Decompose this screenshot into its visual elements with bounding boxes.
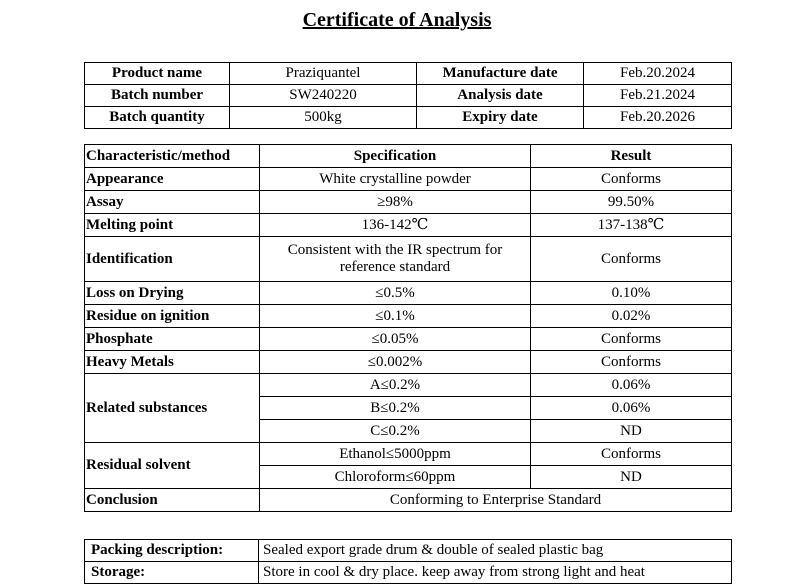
melting-point-label: Melting point xyxy=(85,214,260,237)
conclusion-value: Conforming to Enterprise Standard xyxy=(260,489,732,512)
identification-spec: Consistent with the IR spectrum for reference standard xyxy=(260,237,531,282)
packing-description-label: Packing description: xyxy=(85,540,259,562)
table-row xyxy=(85,562,732,584)
table-row xyxy=(85,540,732,562)
related-substance-b-result: 0.06% xyxy=(531,397,732,420)
header-characteristic: Characteristic/method xyxy=(85,145,260,168)
assay-spec: ≥98% xyxy=(260,191,531,214)
table-row xyxy=(85,443,732,466)
related-substance-a-result: 0.06% xyxy=(531,374,732,397)
melting-point-result: 137-138℃ xyxy=(531,214,732,237)
table-row xyxy=(85,85,732,107)
chloroform-spec: Chloroform≤60ppm xyxy=(260,466,531,489)
related-substances-label: Related substances xyxy=(85,374,260,443)
batch-quantity-label: Batch quantity xyxy=(85,107,230,129)
residue-on-ignition-result: 0.02% xyxy=(531,305,732,328)
packing-table xyxy=(84,539,732,584)
analysis-date-label: Analysis date xyxy=(417,85,584,107)
phosphate-spec: ≤0.05% xyxy=(260,328,531,351)
specification-table xyxy=(84,144,732,512)
residue-on-ignition-spec: ≤0.1% xyxy=(260,305,531,328)
table-row xyxy=(85,107,732,129)
table-row xyxy=(85,374,732,397)
header-specification: Specification xyxy=(260,145,531,168)
table-row xyxy=(85,489,732,512)
expiry-date-value: Feb.20.2026 xyxy=(584,107,732,129)
table-header-row xyxy=(85,145,732,168)
related-substance-c-result: ND xyxy=(531,420,732,443)
loss-on-drying-label: Loss on Drying xyxy=(85,282,260,305)
table-row xyxy=(85,305,732,328)
table-row xyxy=(85,191,732,214)
table-row xyxy=(85,168,732,191)
appearance-label: Appearance xyxy=(85,168,260,191)
table-row xyxy=(85,237,732,282)
table-row xyxy=(85,214,732,237)
header-result: Result xyxy=(531,145,732,168)
table-row xyxy=(85,351,732,374)
expiry-date-label: Expiry date xyxy=(417,107,584,129)
identification-label: Identification xyxy=(85,237,260,282)
residual-solvent-label: Residual solvent xyxy=(85,443,260,489)
phosphate-result: Conforms xyxy=(531,328,732,351)
related-substance-c-spec: C≤0.2% xyxy=(260,420,531,443)
batch-quantity-value: 500kg xyxy=(230,107,417,129)
related-substance-a-spec: A≤0.2% xyxy=(260,374,531,397)
identification-result: Conforms xyxy=(531,237,732,282)
storage-label: Storage: xyxy=(85,562,259,584)
ethanol-result: Conforms xyxy=(531,443,732,466)
packing-description-value: Sealed export grade drum & double of sealed plastic bag xyxy=(259,540,732,562)
residue-on-ignition-label: Residue on ignition xyxy=(85,305,260,328)
batch-number-label: Batch number xyxy=(85,85,230,107)
product-name-value: Praziquantel xyxy=(230,63,417,85)
document-title: Certificate of Analysis xyxy=(302,9,492,31)
loss-on-drying-result: 0.10% xyxy=(531,282,732,305)
related-substance-b-spec: B≤0.2% xyxy=(260,397,531,420)
loss-on-drying-spec: ≤0.5% xyxy=(260,282,531,305)
table-row xyxy=(85,328,732,351)
heavy-metals-result: Conforms xyxy=(531,351,732,374)
heavy-metals-label: Heavy Metals xyxy=(85,351,260,374)
product-info-table xyxy=(84,62,732,129)
assay-label: Assay xyxy=(85,191,260,214)
table-row xyxy=(85,63,732,85)
ethanol-spec: Ethanol≤5000ppm xyxy=(260,443,531,466)
appearance-spec: White crystalline powder xyxy=(260,168,531,191)
conclusion-label: Conclusion xyxy=(85,489,260,512)
appearance-result: Conforms xyxy=(531,168,732,191)
heavy-metals-spec: ≤0.002% xyxy=(260,351,531,374)
batch-number-value: SW240220 xyxy=(230,85,417,107)
assay-result: 99.50% xyxy=(531,191,732,214)
table-row xyxy=(85,282,732,305)
manufacture-date-label: Manufacture date xyxy=(417,63,584,85)
chloroform-result: ND xyxy=(531,466,732,489)
phosphate-label: Phosphate xyxy=(85,328,260,351)
product-name-label: Product name xyxy=(85,63,230,85)
manufacture-date-value: Feb.20.2024 xyxy=(584,63,732,85)
storage-value: Store in cool & dry place. keep away from strong light and heat xyxy=(259,562,732,584)
analysis-date-value: Feb.21.2024 xyxy=(584,85,732,107)
melting-point-spec: 136-142℃ xyxy=(260,214,531,237)
